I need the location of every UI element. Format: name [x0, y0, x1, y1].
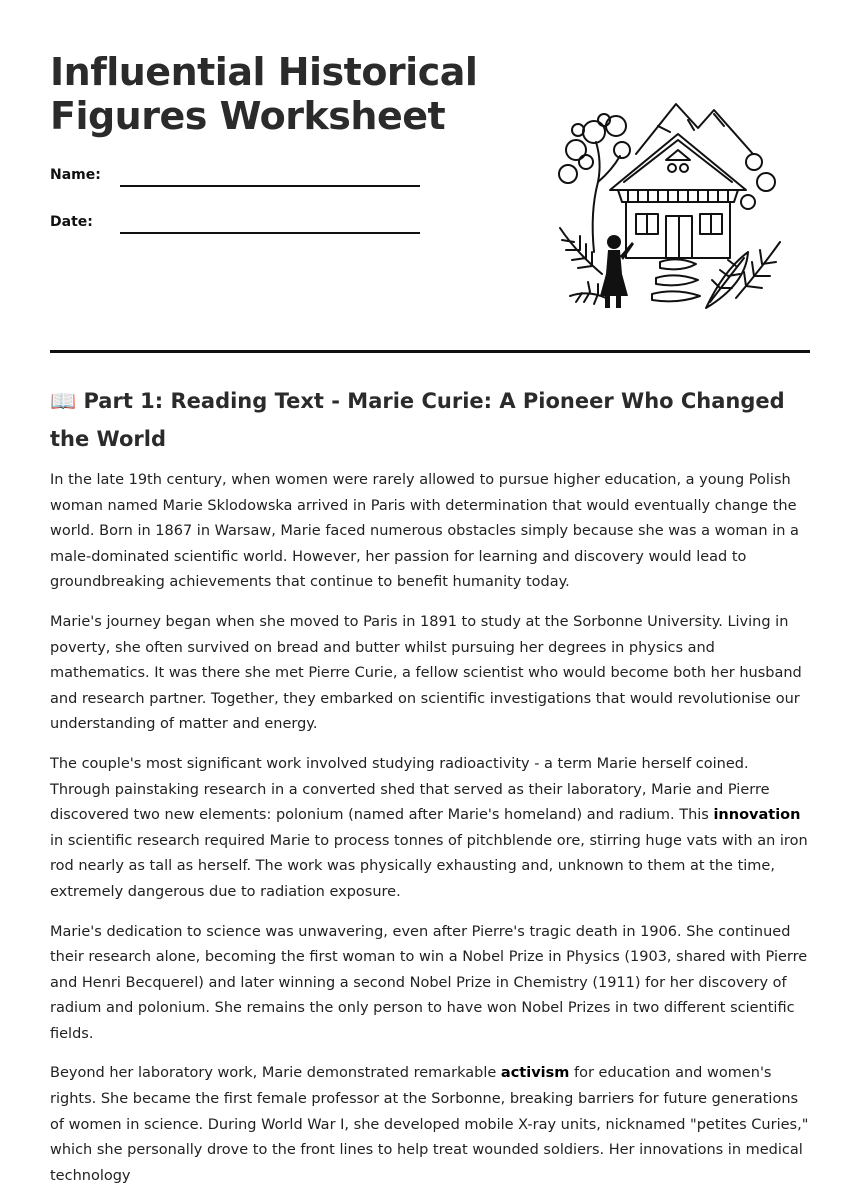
paragraph-4-text: Marie's dedication to science was unwavering, even after Pierre's tragic death in 1906. She continued their research alone, becoming the first woman to win a Nobel Prize in Physics (1903, shared with Pierre and Henri Becquerel) and later winning a second Nobel Prize in Chemistry (1911) for her discovery of radium and polonium. She remains the only person to have won Nobel Prizes in two different scientific fields.	[50, 923, 808, 1042]
paragraph-2	[50, 610, 810, 738]
paragraph-3-text-end: in scientific research required Marie to process tonnes of pitchblende ore, stirring huge vats with an iron rod nearly as tall as herself. The work was physically exhausting and, unknown to them at the time, extremely dangerous due to radiation exposure.	[50, 832, 808, 900]
keyword-activism: activism	[500, 1065, 570, 1082]
name-field	[50, 166, 420, 196]
paragraph-3	[50, 752, 810, 906]
paragraph-1	[50, 468, 810, 596]
paragraph-3-text-start: The couple's most significant work involved studying radioactivity - a term Marie herself coined. Through painstaking research in a converted shed that served as their laboratory, Marie and Pierre discovered two new elements: polonium (named after Marie's homeland) and radium. This	[50, 755, 770, 824]
date-label: Date:	[50, 214, 93, 230]
paragraph-4	[50, 920, 810, 1048]
name-input-line[interactable]	[120, 185, 420, 187]
part1-heading	[50, 382, 810, 458]
paragraph-5-text-start: Beyond her laboratory work, Marie demonstrated remarkable	[50, 1065, 501, 1082]
house-illustration-icon	[548, 102, 788, 312]
worksheet-header	[50, 50, 810, 300]
paragraph-5-text-end: for education and women's rights. She became the first female professor at the Sorbonne, breaking barriers for future generations of women in science. During World War I, she developed mobile X-ray units, nicknamed "petites Curies," which she personally drove to the front lines to help treat wounded soldiers. Her innovations in medical technology	[50, 1065, 809, 1184]
part1-section	[50, 382, 810, 1203]
open-book-icon: 📖	[50, 389, 77, 413]
keyword-innovation: innovation	[713, 807, 801, 824]
worksheet-title: Influential Historical Figures Worksheet	[50, 50, 478, 138]
part1-heading-text: Part 1: Reading Text - Marie Curie: A Pioneer Who Changed the World	[50, 389, 785, 451]
header-divider	[50, 350, 810, 353]
date-input-line[interactable]	[120, 232, 420, 234]
paragraph-5	[50, 1061, 810, 1189]
paragraph-1-text: In the late 19th century, when women were rarely allowed to pursue higher education, a young Polish woman named Marie Sklodowska arrived in Paris with determination that would eventually change the world. Born in 1867 in Warsaw, Marie faced numerous obstacles simply because she was a woman in a male-dominated scientific world. However, her passion for learning and discovery would lead to groundbreaking achievements that continue to benefit humanity today.	[50, 472, 799, 591]
paragraph-2-text: Marie's journey began when she moved to Paris in 1891 to study at the Sorbonne University. Living in poverty, she often survived on bread and butter whilst pursuing her degrees in physics and mathematics. It was there she met Pierre Curie, a fellow scientist who would become both her husband and research partner. Together, they embarked on scientific investigations that would revolutionise our understanding of matter and energy.	[50, 613, 802, 733]
name-label: Name:	[50, 167, 101, 183]
date-field	[50, 213, 420, 243]
